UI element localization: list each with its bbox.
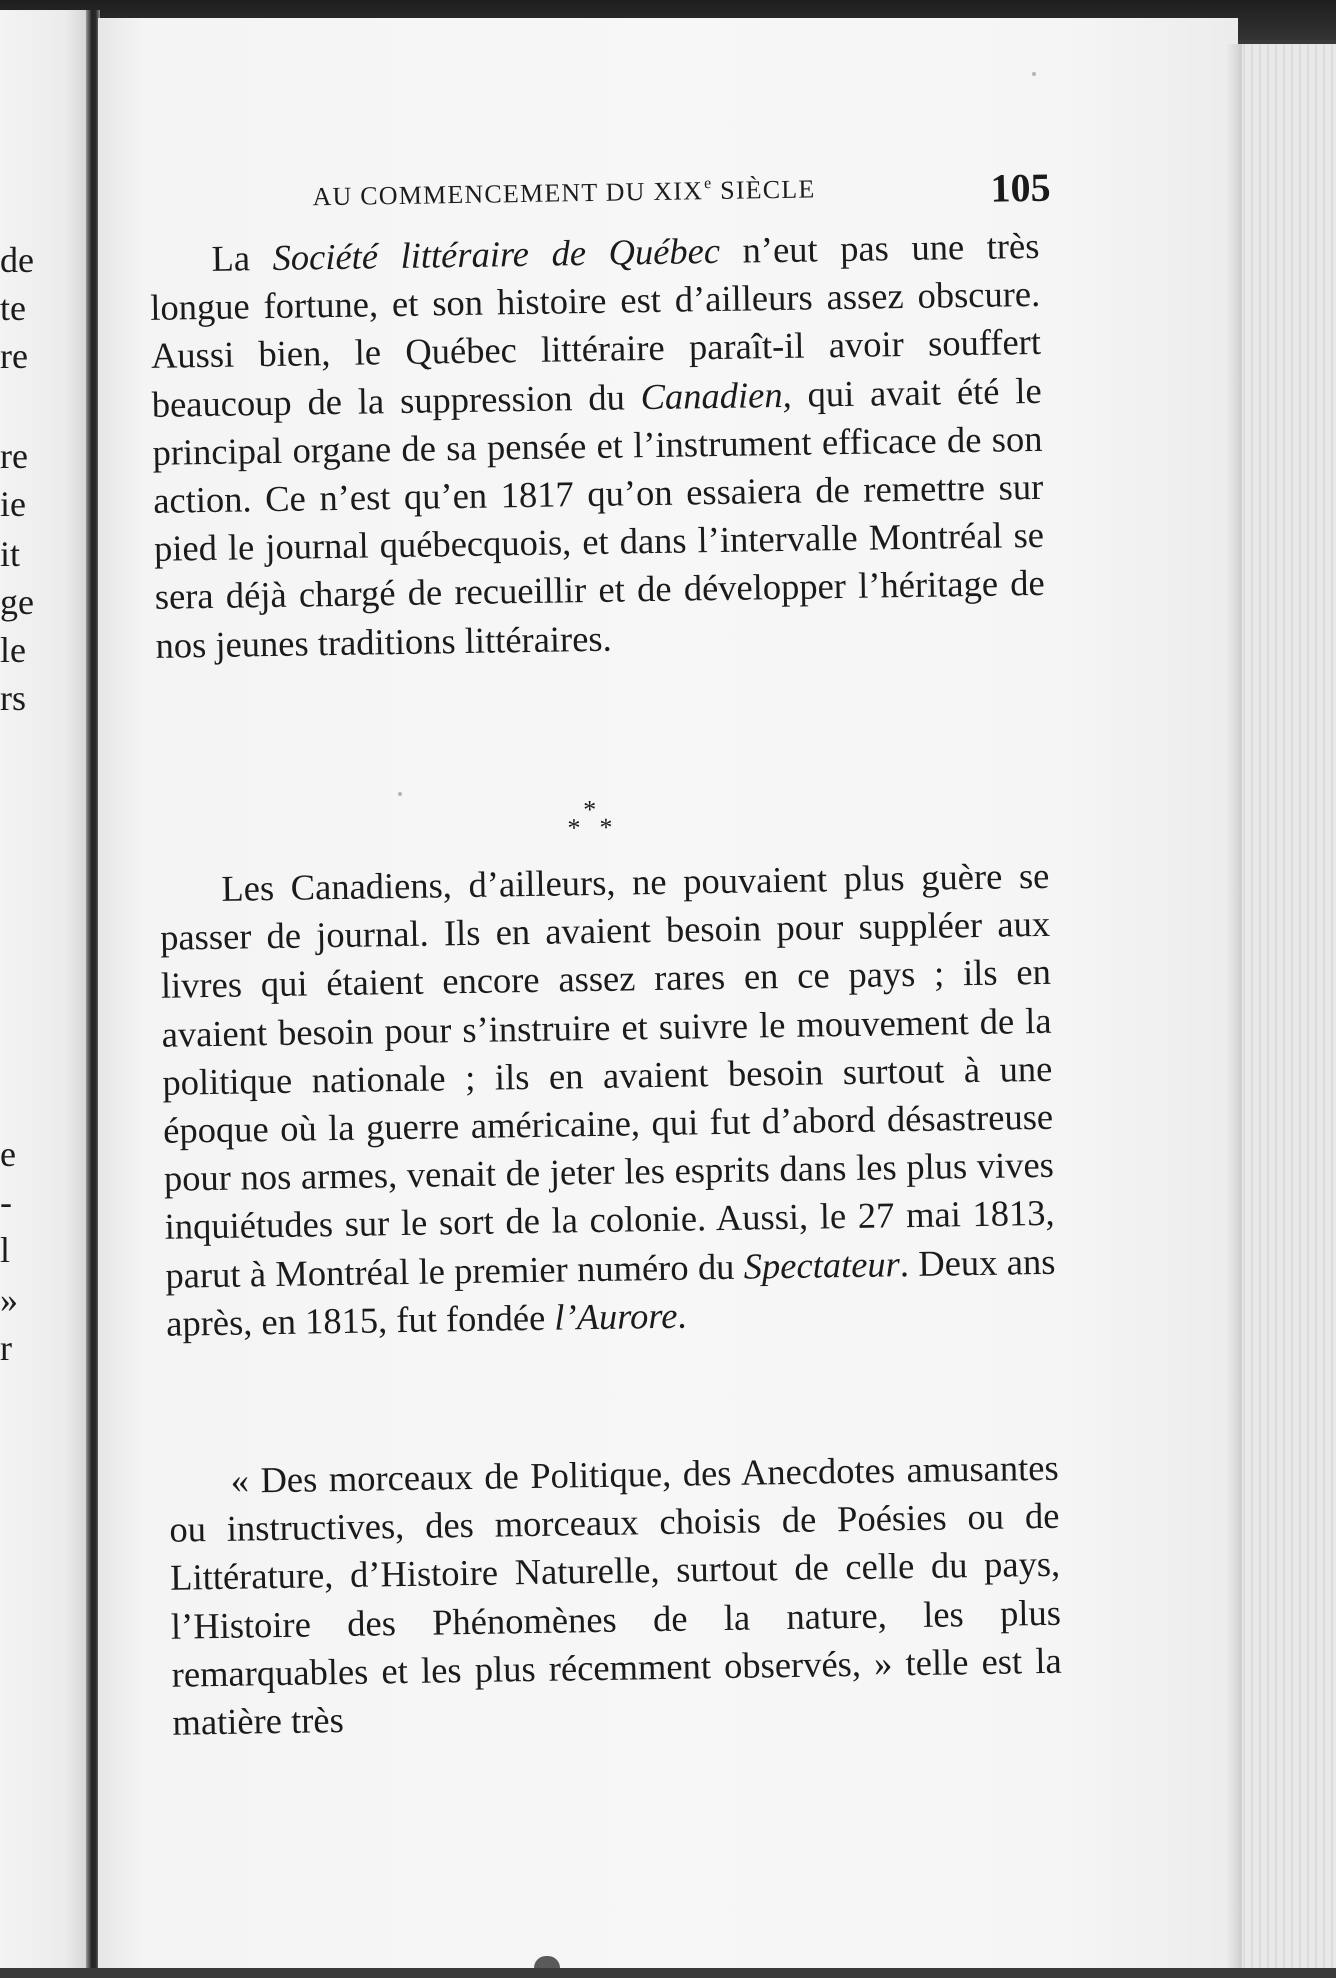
paragraph-1 xyxy=(149,222,1046,670)
running-head-superscript: e xyxy=(703,175,713,193)
previous-page-fragment: le xyxy=(0,630,26,670)
previous-page-fragment: re xyxy=(0,436,28,476)
page-number: 105 xyxy=(990,164,1051,211)
paragraph-1-italic-canadien: Canadien, xyxy=(640,373,792,417)
running-head-title-end: SIÈCLE xyxy=(712,174,816,206)
paragraph-3-text: « Des morceaux de Politique, des Anecdotes amusantes ou instructives, des morceaux choisis de Poésies ou de Littérature, d’Histoire Naturelle, surtout de celle du pays, l’Histoire des Phénomènes de la nature, les plus remarquables et les plus récemment observés, » telle est la matière très xyxy=(169,1446,1062,1743)
paragraph-2-italic-aurore: l’Aurore xyxy=(554,1294,678,1338)
previous-page-fragment: ie xyxy=(0,484,26,524)
previous-page-fragment: ge xyxy=(0,582,34,622)
paragraph-1-text-a: n’eut pas une très longue fortune, et son histoire est d’ailleurs assez obscure. Aussi bien, le Québec littéraire paraît-il avoir souffert beaucoup de la suppression du xyxy=(149,224,1042,425)
paragraph-2-text-c: . xyxy=(677,1294,687,1336)
previous-page-fragment: re xyxy=(0,336,28,376)
previous-page-fragment: te xyxy=(0,288,26,328)
previous-page-fragment: e xyxy=(0,1134,16,1174)
asterisk-right: * xyxy=(599,812,613,842)
asterisk-left: * xyxy=(567,813,581,843)
paragraph-2-italic-spectateur: Spectateur xyxy=(743,1242,901,1287)
paragraph-1-text-b: qui avait été le principal organe de sa pensée et l’instrument efficace de son action. Ce n’est qu’en 1817 qu’on essaiera de remettre sur pied le journal québecquois, et dans l’intervalle Montréal se sera déjà chargé de recueillir et de développer l’héritage de nos jeunes traditions littéraires. xyxy=(152,369,1046,666)
previous-page-fragment: rs xyxy=(0,678,26,718)
previous-page-fragment: - xyxy=(0,1182,12,1222)
paragraph-2-text-a: Les Canadiens, d’ailleurs, ne pouvaient plus guère se passer de journal. Ils en avaient besoin pour suppléer aux livres qui étaient encore assez rares en ce pays ; ils en avaient besoin pour s’instruire et suivre le mouvement de la politique nationale ; ils en avaient besoin surtout à une époque où la guerre américaine, qui fut d’abord désastreuse pour nos armes, venait de jeter les esprits dans les plus vives inquiétudes sur le sort de la colonie. Aussi, le 27 mai 1813, parut à Montréal le premier numéro du xyxy=(159,854,1055,1296)
paragraph-2 xyxy=(159,852,1056,1348)
previous-page-fragment: de xyxy=(0,240,34,280)
previous-page-fragment: » xyxy=(0,1280,18,1320)
running-head-title: AU COMMENCEMENT DU XIX xyxy=(312,176,704,212)
paragraph-1-lead: La xyxy=(211,236,273,279)
paragraph-3 xyxy=(168,1444,1062,1747)
previous-page-fragment: it xyxy=(0,534,21,574)
paragraph-1-italic-title: Société littéraire de Québec xyxy=(272,229,721,278)
paragraph-2-text-b: . Deux ans après, en 1815, fut fondée xyxy=(165,1240,1056,1344)
previous-page-fragment: r xyxy=(0,1328,12,1368)
previous-page-fragment: l xyxy=(0,1230,11,1270)
running-head xyxy=(312,172,892,212)
asterisk-top: * xyxy=(582,794,597,825)
section-separator-asterism xyxy=(555,796,636,847)
